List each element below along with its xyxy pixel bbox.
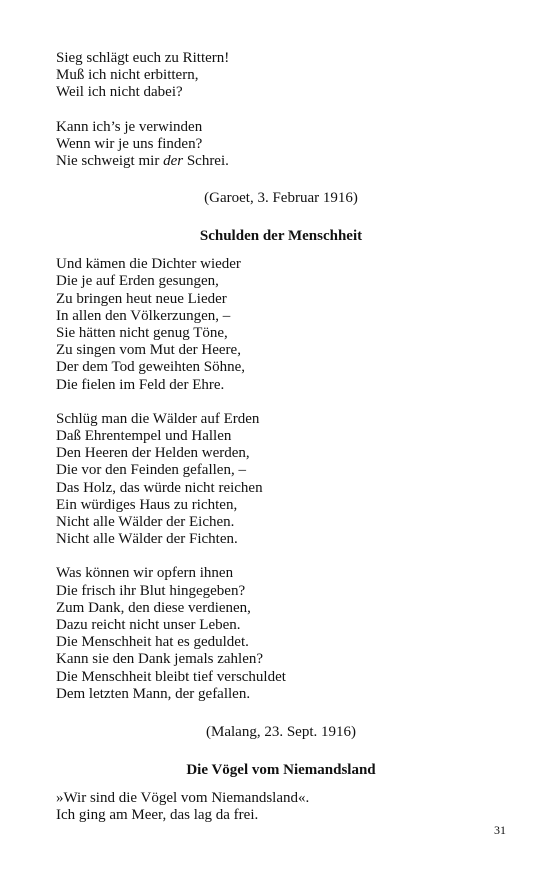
- verse-line: Muß ich nicht erbittern,: [56, 67, 199, 84]
- verse-line: Daß Ehrentempel und Hallen: [56, 428, 232, 445]
- verse-text: Schrei.: [183, 153, 229, 170]
- stanza-gap: [56, 394, 506, 411]
- verse-line: Was können wir opfern ihnen: [56, 565, 234, 582]
- stanza-gap: [56, 102, 506, 119]
- verse-line: Die Menschheit hat es geduldet.: [56, 634, 249, 651]
- emphasized-word: der: [163, 153, 184, 170]
- poem-stanza: [56, 256, 506, 394]
- verse-text: Nie schweigt mir: [56, 153, 164, 170]
- verse-line: Die vor den Feinden gefallen, –: [56, 462, 246, 479]
- stanza-1: [56, 50, 506, 102]
- verse-line: Nicht alle Wälder der Fichten.: [56, 531, 238, 548]
- dateline: (Garoet, 3. Februar 1916): [204, 190, 358, 207]
- verse-line: Und kämen die Dichter wieder: [56, 256, 241, 273]
- verse-line: Zum Dank, den diese verdienen,: [56, 599, 251, 616]
- verse-line: Schlüg man die Wälder auf Erden: [56, 410, 260, 427]
- verse-line: Die je auf Erden gesungen,: [56, 273, 219, 290]
- verse-line: [56, 153, 506, 170]
- book-page: [56, 50, 506, 825]
- dateline: (Malang, 23. Sept. 1916): [206, 724, 356, 741]
- verse-line: In allen den Völkerzungen, –: [56, 307, 231, 324]
- verse-line: Nicht alle Wälder der Eichen.: [56, 514, 235, 531]
- verse-line: Ich ging am Meer, das lag da frei.: [56, 807, 259, 824]
- poem-title: Schulden der Menschheit: [199, 228, 363, 245]
- verse-line: Der dem Tod geweihten Söhne,: [56, 359, 246, 376]
- verse-line: Die fielen im Feld der Ehre.: [56, 376, 225, 393]
- verse-line: Wenn wir je uns finden?: [56, 135, 203, 152]
- verse-line: Die Menschheit bleibt tief verschuldet: [56, 668, 286, 685]
- verse-line: Zu singen vom Mut der Heere,: [56, 342, 241, 359]
- poem-stanza: [56, 411, 506, 549]
- poem-title: Die Vögel vom Niemandsland: [186, 762, 376, 779]
- verse-line: Kann ich’s je verwinden: [56, 118, 203, 135]
- verse-line: Den Heeren der Helden werden,: [56, 445, 250, 462]
- verse-line: Dazu reicht nicht unser Leben.: [56, 617, 241, 634]
- verse-line: Sieg schlägt euch zu Rittern!: [56, 50, 230, 66]
- poem-stanza: [56, 790, 506, 824]
- verse-line: Ein würdiges Haus zu richten,: [56, 496, 238, 513]
- verse-line: Die frisch ihr Blut hingegeben?: [56, 582, 246, 599]
- verse-line: Weil ich nicht dabei?: [56, 84, 183, 101]
- page-number: 31: [494, 823, 506, 837]
- stanza-2: [56, 119, 506, 171]
- verse-line: Dem letzten Mann, der gefallen.: [56, 685, 251, 702]
- verse-line: »Wir sind die Vögel vom Niemandsland«.: [56, 790, 310, 807]
- verse-line: Das Holz, das würde nicht reichen: [56, 479, 263, 496]
- verse-line: Sie hätten nicht genug Töne,: [56, 325, 228, 342]
- verse-line: Zu bringen heut neue Lieder: [56, 290, 227, 307]
- verse-line: Kann sie den Dank jemals zahlen?: [56, 651, 264, 668]
- poem-stanza: [56, 565, 506, 703]
- stanza-gap: [56, 548, 506, 565]
